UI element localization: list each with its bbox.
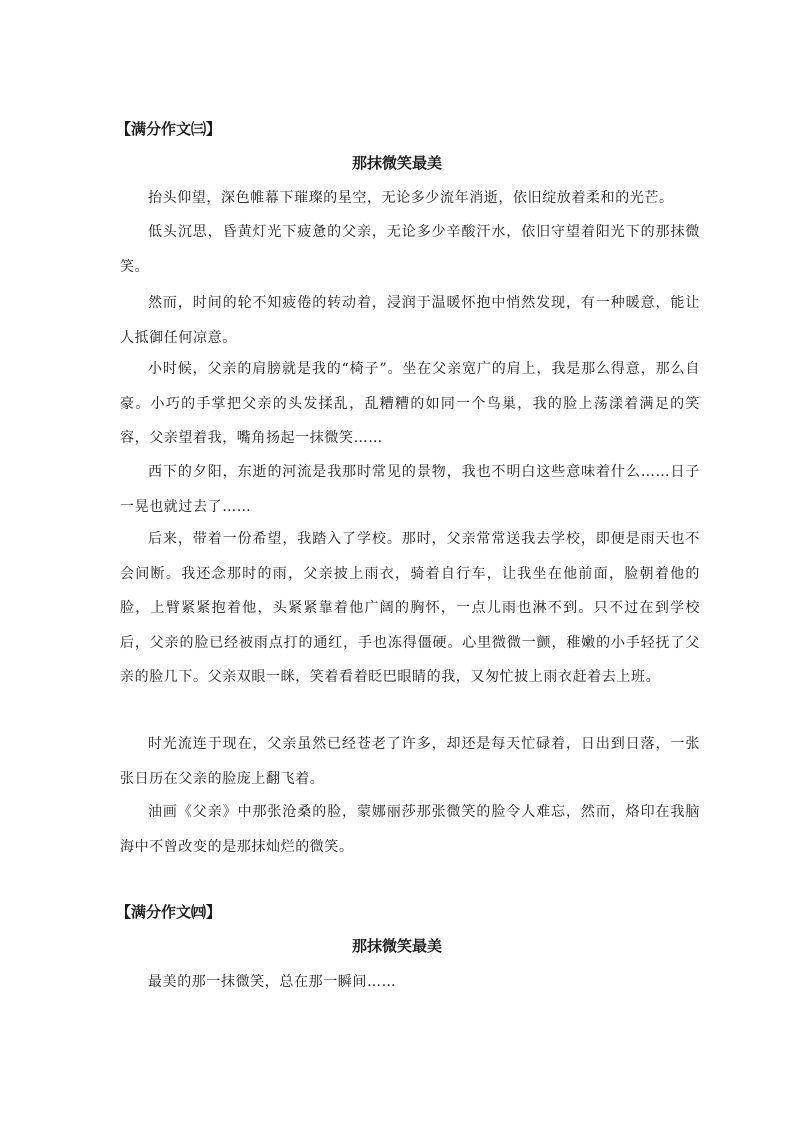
paragraph-7: 时光流连于现在，父亲虽然已经苍老了许多，却还是每天忙碌着，日出到日落，一张张日历在父亲的脸庞上翻飞着。 <box>120 736 700 787</box>
essay-title-3: 那抹微笑最美 <box>351 154 442 172</box>
paragraph-3: 然而，时间的轮不知疲倦的转动着，浸润于温暖怀抱中悄然发现，有一种暖意，能让人抵御任何凉意。 <box>120 295 700 346</box>
paragraph-5: 西下的夕阳，东逝的河流是我那时常见的景物，我也不明白这些意味着什么……日子一晃也就过去了…… <box>120 464 700 515</box>
paragraph-9: 最美的那一抹微笑，总在那一瞬间…… <box>148 974 397 990</box>
paragraph-1: 抬头仰望，深色帷幕下璀璨的星空，无论多少流年消逝，依旧绽放着柔和的光芒。 <box>148 190 674 206</box>
section-label-essay-3: 【满分作文㈢】 <box>116 120 222 138</box>
paragraph-4: 小时候，父亲的肩膀就是我的“椅子”。坐在父亲宽广的肩上，我是那么得意，那么自豪。小巧的手掌把父亲的头发揉乱，乱糟糟的如同一个鸟巢，我的脸上荡漾着满足的笑容，父亲望着我，嘴角扬起一抹微笑…… <box>120 361 700 446</box>
paragraph-6: 后来，带着一份希望，我踏入了学校。那时，父亲常常送我去学校，即便是雨天也不会间断。我还念那时的雨，父亲披上雨衣，骑着自行车，让我坐在他前面，脸朝着他的脸，上臂紧紧抱着他，头紧紧靠着他广阔的胸怀，一点儿雨也淋不到。只不过在到学校后，父亲的脸已经被雨点打的通红，手也冻得僵硬。心里微微一颤，稚嫩的小手轻抚了父亲的脸几下。父亲双眼一眯，笑着看着眨巴眼睛的我，又匆忙披上雨衣赶着去上班。 <box>120 531 700 685</box>
essay-title-4: 那抹微笑最美 <box>351 937 442 955</box>
paragraph-2: 低头沉思，昏黄灯光下疲惫的父亲，无论多少辛酸汗水，依旧守望着阳光下的那抹微笑。 <box>120 224 700 275</box>
section-label-essay-4: 【满分作文㈣】 <box>116 903 222 921</box>
paragraph-8: 油画《父亲》中那张沧桑的脸，蒙娜丽莎那张微笑的脸令人难忘，然而，烙印在我脑海中不曾改变的是那抹灿烂的微笑。 <box>120 804 700 855</box>
